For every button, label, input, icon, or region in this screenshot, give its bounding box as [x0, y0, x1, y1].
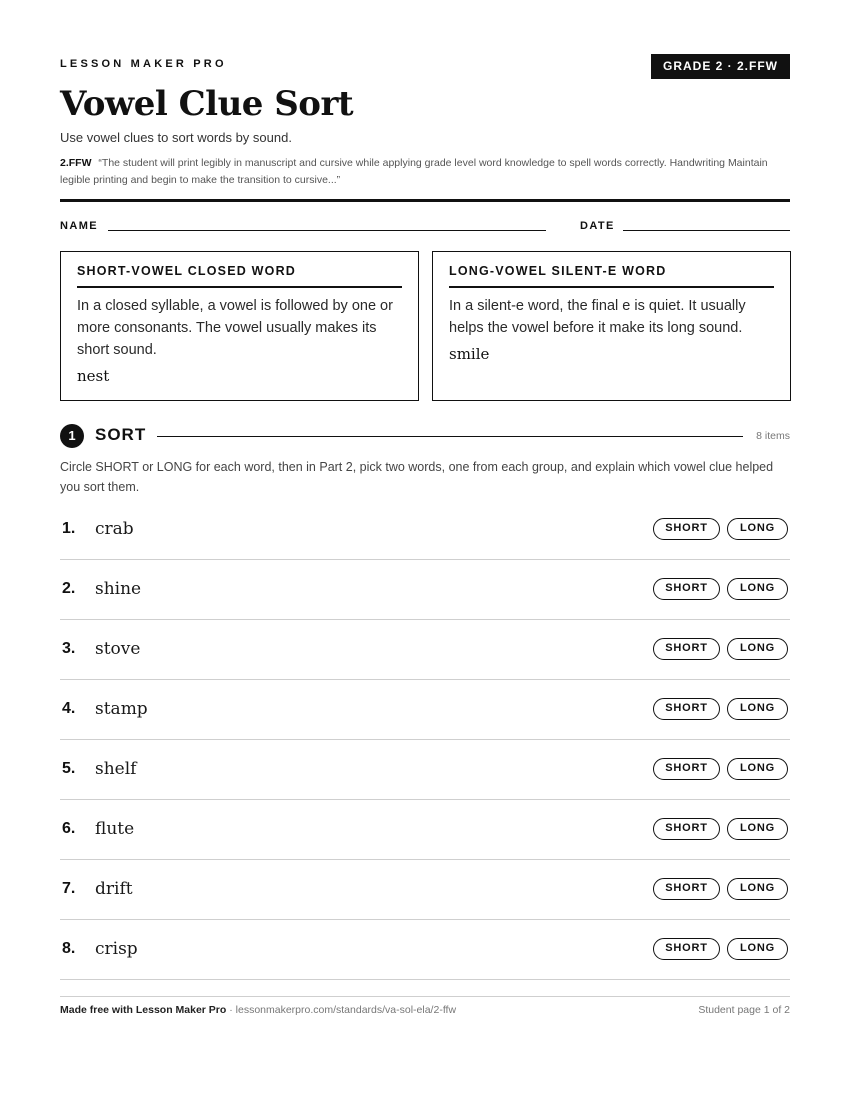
item-number: 7.: [62, 880, 76, 897]
list-item: [60, 800, 790, 860]
long-choice-button[interactable]: LONG: [727, 938, 788, 960]
clue-description: In a closed syllable, a vowel is followed by one or more consonants. The vowel usually makes its short sound.: [77, 298, 393, 358]
item-number: 5.: [62, 760, 76, 777]
list-item: [60, 740, 790, 800]
short-choice-button[interactable]: SHORT: [653, 518, 720, 540]
short-choice-button[interactable]: SHORT: [653, 698, 720, 720]
item-word: drift: [95, 879, 133, 899]
footer-url[interactable]: · lessonmakerpro.com/standards/va-sol-ela/2-ffw: [226, 1004, 457, 1016]
item-word: shelf: [95, 759, 137, 779]
long-choice-button[interactable]: LONG: [727, 878, 788, 900]
short-choice-button[interactable]: SHORT: [653, 818, 720, 840]
section-title: SORT: [95, 425, 147, 444]
item-number: 2.: [62, 580, 76, 597]
long-choice-button[interactable]: LONG: [727, 578, 788, 600]
long-choice-button[interactable]: LONG: [727, 818, 788, 840]
item-number: 1.: [62, 520, 76, 537]
short-choice-button[interactable]: SHORT: [653, 938, 720, 960]
footer-credit: [60, 1004, 456, 1016]
footer-made-with: Made free with Lesson Maker Pro: [60, 1004, 227, 1016]
item-word: stamp: [95, 699, 148, 719]
list-item: [60, 680, 790, 740]
clue-description: In a silent-e word, the final e is quiet. It usually helps the vowel before it make its long sound.: [449, 298, 746, 336]
section-divider: [157, 436, 743, 437]
date-field[interactable]: [623, 230, 790, 231]
item-word: crab: [95, 519, 134, 539]
list-item: [60, 920, 790, 980]
date-label: DATE: [580, 220, 615, 232]
short-choice-button[interactable]: SHORT: [653, 758, 720, 780]
clue-heading: LONG-VOWEL SILENT-E WORD: [449, 264, 774, 288]
item-word: flute: [95, 819, 135, 839]
long-choice-button[interactable]: LONG: [727, 758, 788, 780]
long-choice-button[interactable]: LONG: [727, 518, 788, 540]
item-word: crisp: [95, 939, 138, 959]
list-item: [60, 560, 790, 620]
list-item: [60, 860, 790, 920]
clue-card-long-vowel: [432, 251, 791, 401]
standard-text: “The student will print legibly in manuscript and cursive while applying grade level word knowledge to spell words correctly. Handwriting Maintain legible printing and begin to make the transition to cursive...”: [60, 157, 768, 186]
standard-description: [60, 155, 780, 189]
clue-example-word: nest: [77, 367, 110, 385]
section-header-sort: [60, 424, 790, 448]
worksheet-page: [60, 0, 790, 1100]
item-number: 6.: [62, 820, 76, 837]
list-item: [60, 500, 790, 560]
item-word: stove: [95, 639, 141, 659]
page-subtitle: Use vowel clues to sort words by sound.: [60, 130, 292, 145]
section-instructions: Circle SHORT or LONG for each word, then in Part 2, pick two words, one from each group, and explain which vowel clue helped you sort them.: [60, 460, 774, 494]
short-choice-button[interactable]: SHORT: [653, 638, 720, 660]
item-word: shine: [95, 579, 142, 599]
name-date-row: [60, 220, 790, 234]
footer-divider: [60, 996, 790, 997]
list-item: [60, 620, 790, 680]
standard-code: 2.FFW: [60, 157, 92, 169]
clue-example-word: smile: [449, 345, 490, 363]
short-choice-button[interactable]: SHORT: [653, 578, 720, 600]
page-title: Vowel Clue Sort: [60, 84, 354, 124]
item-count: 8 items: [756, 430, 790, 442]
header-divider: [60, 199, 790, 202]
page-indicator: Student page 1 of 2: [698, 1004, 790, 1016]
clue-heading: SHORT-VOWEL CLOSED WORD: [77, 264, 402, 288]
long-choice-button[interactable]: LONG: [727, 638, 788, 660]
sort-item-list: [60, 500, 790, 980]
long-choice-button[interactable]: LONG: [727, 698, 788, 720]
name-label: NAME: [60, 220, 98, 232]
grade-badge: GRADE 2 · 2.FFW: [651, 54, 790, 79]
clue-card-short-vowel: [60, 251, 419, 401]
section-number-badge: 1: [60, 424, 84, 448]
item-number: 8.: [62, 940, 76, 957]
name-field[interactable]: [108, 230, 546, 231]
brand-name: LESSON MAKER PRO: [60, 58, 227, 70]
item-number: 4.: [62, 700, 76, 717]
item-number: 3.: [62, 640, 76, 657]
short-choice-button[interactable]: SHORT: [653, 878, 720, 900]
